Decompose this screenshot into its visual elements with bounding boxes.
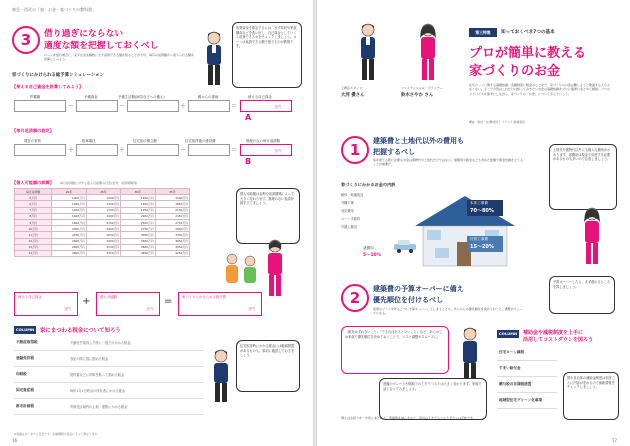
- car-icon: [393, 238, 417, 257]
- table-cell: 2200万円: [52, 232, 86, 238]
- section-number-3: 3: [12, 26, 40, 54]
- feature-credit: 構成・取材・文/樫村悦子 イラスト/高橋美香: [469, 120, 525, 124]
- table-cell: 1200万円: [52, 201, 86, 207]
- table-cell: 3350万円: [155, 232, 189, 238]
- cost-note: ローン手数料: [341, 217, 361, 221]
- simulation-heading: 家づくりにかけられる総予算シミュレーション: [12, 73, 104, 78]
- tax-item-desc: 契約書などに印紙を貼って納める税金: [70, 373, 125, 377]
- formula-c-label: 家づくりにかけられる総予算: [182, 295, 227, 299]
- left-page: 東急・西武の「家・お金・家づくりの教科書」 3 借り過ぎにならない 適度な額を把握しておくべし ローンを組む場合に、まず生活を犠牲にせず返済できる額を知ることが大切。毎月の返済額から借りられる額を逆算してみよう。 所要資金を算定するには、まず年収や家族構成などを洗い出し、自己資金としていくら用意できるかをチェックしましょう。ローンは返済できる額で借りるのが鉄則です。 家づくりにかけられる総予算シミュレーション 【使える自己資金を計算してみよう】 貯蓄額 予備資金 予備生活費(病気などへの備え) 親からの援助 使える自己資金 － － ＋ ＝ 万円 A 【毎月返済額の設定】 現在の家賃 駐車場代 住宅用の積立額 住宅取得後の維持費 無理のない毎月返済額 ＋ ＋ － ＝ 万円 B 【借入可能額の試算】 毎月返済額に対する借入可能額の目安(金利・返済期間別) 毎月返済額 20年 25年 30年 35年 5万円 1000万円 1200万円 1400万円 1500万円 6万円 1200万円 1450万円 1650万円 1850万円 7万円 1400万円 1700万円 1950万円 2150万円 8万円 1600万円 1900万円 2200万円 2450万円 9万円 1800万円 2150万円 2500万円 2750万円 10万円 2000万円 2400万円 2750万円 3050万円 11万円 2200万円 2650万円 3050万円 3350万円 12万円 2400万円 2900万円 3300万円 3650万円 13万円 2600万円 3100万円 3600万円 3950万円 14万円 2800万円 3350万円 3850万円 4250万円 借入可能額は金利や返済期間によって大きく変わります。無理のない返済計画を立てましょう。 使える自己資金 万円 + 借入可能額 万円 = 家づくりにかけられる総予算 万円 COLUMN 家にまつわる税金について知ろう 不動産取得税 不動産を取得した時に一度だけかかる税金 登録免許税 登記の際に国に納める税金 印紙税 契約書などに印紙を貼って納める税金 固定資産税 毎年1月1日時点の所有者にかかる税金 都市計画税 市街化区域内の土地・建物にかかる税金 住宅取得時にかかる税金には軽減措置があるものも。事前に確認しておきましょう。 ※数値はあくまでも目安です。金融機関や商品によって異なります。 16: [0, 0, 313, 446]
- feature-title-line2: 家づくりのお金: [469, 64, 561, 79]
- step1-input-gift[interactable]: [188, 100, 230, 112]
- table-cell: 2600万円: [52, 244, 86, 250]
- tax-item-name: 登録免許税: [16, 356, 34, 360]
- step2-input-upkeep[interactable]: [188, 144, 230, 156]
- tax-item-desc: 毎年1月1日時点の所有者にかかる税金: [70, 389, 126, 393]
- section1-text: 家を建てる際に必要なお金は建物代や土地代だけではない。諸費用や税金なども含めた総額で資金計画を立てることが重要だ。: [373, 158, 524, 167]
- tax-item-desc: 不動産を取得した時に一度だけかかる税金: [70, 341, 131, 345]
- table-cell: 3950万円: [155, 244, 189, 250]
- tax-item-name: 不動産取得税: [16, 340, 38, 344]
- section1-title-line1: 建築費と土地代以外の費用も: [373, 137, 464, 145]
- table-cell: 2800万円: [52, 250, 86, 256]
- person-figure-icon: [198, 30, 230, 92]
- house-label-sub: 付帯工事費: [470, 237, 488, 241]
- divider: [497, 408, 557, 409]
- section-title-line1: 借り過ぎにならない: [44, 29, 124, 39]
- table-cell: 3100万円: [86, 244, 120, 250]
- column-tag-right: COLUMN: [498, 331, 518, 336]
- step1-input-living[interactable]: [127, 100, 179, 112]
- table-cell: 9万円: [15, 219, 52, 225]
- table-cell: 5万円: [15, 195, 52, 201]
- cost-note: 引越し費用: [341, 225, 357, 229]
- step2-input-rent[interactable]: [14, 144, 66, 156]
- section-intro: ローンを組む場合に、まず生活を犠牲にせず返済できる額を知ることが大切。毎月の返済額から借りられる額を逆算してみよう。: [44, 53, 194, 62]
- right-page: [317, 0, 630, 446]
- section-title-line2: 適度な額を把握しておくべし: [44, 41, 159, 51]
- table-cell: 3600万円: [121, 244, 155, 250]
- step1-title: 【使える自己資金を計算してみよう】: [12, 84, 84, 89]
- column-title: 家にまつわる税金について知ろう: [40, 328, 121, 334]
- section2-bottom: 例えば水回りを一か所にまとめる、部屋数を減らすなど、設計の工夫でもコストダウンは可能です。: [341, 416, 476, 420]
- section2-title-line1: 建築費の予算オーバーに備え: [373, 285, 464, 293]
- step1-label-savings: 貯蓄額: [30, 95, 41, 99]
- tax-item-desc: 市街化区域内の土地・建物にかかる税金: [70, 405, 128, 409]
- plus-icon: +: [82, 296, 91, 307]
- column-tag: COLUMN: [15, 327, 35, 332]
- house-label-main-pct: 70～80%: [470, 208, 494, 214]
- table-cell: 8万円: [15, 213, 52, 219]
- feature-title-line1: プロが簡単に教える: [469, 46, 587, 61]
- section-number-1: 1: [341, 136, 369, 164]
- table-cell: 1650万円: [121, 201, 155, 207]
- tax-item-name: 都市計画税: [16, 404, 34, 408]
- divider: [14, 398, 204, 399]
- table-cell: 2150万円: [86, 219, 120, 225]
- table-cell: 1700万円: [86, 207, 120, 213]
- feature-kicker: 知っておくべき7つの基本: [501, 30, 555, 35]
- feature-lead: 住宅ローンに関する基礎知識、各種制度に税金のことまで、家づくりのお金は難しそうと敬遠する人も少なくない。そこで今回はこれだけは知っておきたいお金の基礎知識をプロに簡単にまとめて解説。プロのアドバイスを参考にしながら、家づくりの「お金」について学んでいこう。: [469, 83, 611, 96]
- column-right-title-line2: 活用してコストダウンを図ろう: [523, 337, 594, 343]
- column-right-title-line1: 補助金や減税制度を上手に: [523, 330, 584, 336]
- table-cell: 4250万円: [155, 250, 189, 256]
- step1-label-gift: 親からの援助: [198, 95, 219, 99]
- step1-label-usable: 使える自己資金: [248, 95, 272, 99]
- cost-heading: 家づくりにかかるお金の内訳: [341, 182, 396, 187]
- person1-role: 工務店スタッフ: [341, 86, 363, 90]
- table-cell: 2000万円: [52, 226, 86, 232]
- step2-title: 【毎月返済額の設定】: [12, 128, 54, 133]
- table-cell: 1000万円: [52, 195, 86, 201]
- cost-note: 外構工事: [341, 201, 354, 205]
- step2-result-box[interactable]: [240, 144, 292, 156]
- table-header-cell: 25年: [86, 189, 120, 195]
- table-cell: 2900万円: [86, 238, 120, 244]
- table-header-cell: 毎月返済額: [15, 189, 52, 195]
- person-figure-icon: [415, 22, 441, 86]
- formula-a-label: 使える自己資金: [18, 295, 42, 299]
- section2-bubble1: 予算オーバーしたら、まず削れるところを探しましょう。: [549, 276, 615, 314]
- section2-bubble2: 設備のグレードや間取りの工夫でコストは大きく変わります。家族で話し合ってみましょう。: [379, 378, 487, 420]
- step2-label-saving: 住宅用の積立額: [133, 139, 157, 143]
- step2-unit: 万円: [274, 149, 281, 153]
- step2-input-parking[interactable]: [76, 144, 118, 156]
- column-right-item: すまい給付金: [499, 366, 521, 370]
- table-cell: 2500万円: [121, 219, 155, 225]
- footnote: ※数値はあくまでも目安です。金融機関や商品によって異なります。: [14, 432, 100, 436]
- step1-label-living: 予備生活費(病気などへの備え): [118, 95, 165, 99]
- table-cell: 6万円: [15, 201, 52, 207]
- section2-title-line2: 優先順位を付けるべし: [373, 296, 443, 304]
- feature-badge: 第三特集: [469, 28, 497, 37]
- house-label-misc-pct: 5～10%: [363, 253, 381, 258]
- table-cell: 2400万円: [86, 226, 120, 232]
- table-cell: 1200万円: [86, 195, 120, 201]
- table-cell: 2750万円: [121, 226, 155, 232]
- advice-bubble: 所要資金を算定するには、まず年収や家族構成などを洗い出し、自己資金としていくら用意できるかをチェックしましょう。ローンは返済できる額で借りるのが鉄則です。: [232, 22, 302, 88]
- table-cell: 1400万円: [121, 195, 155, 201]
- step1-result-box[interactable]: [240, 100, 292, 112]
- step2-label-rent: 現在の家賃: [24, 139, 41, 143]
- person-figure-icon: [262, 238, 288, 302]
- table-cell: 7万円: [15, 207, 52, 213]
- divider: [14, 350, 204, 351]
- person-figure-icon: [208, 348, 234, 408]
- tax-item-desc: 登記の際に国に納める税金: [70, 357, 109, 361]
- person2-role: ファイナンシャル・プランナー: [401, 86, 443, 90]
- table-cell: 1400万円: [52, 207, 86, 213]
- table-cell: 10万円: [15, 226, 52, 232]
- section1-bubble: 土地代や建物代以外にも様々な費用がかかります。諸費用は現金で用意する必要があるものも多いので注意しましょう。: [549, 144, 617, 210]
- step2-label-parking: 駐車場代: [82, 139, 96, 143]
- step2-label-monthly: 無理のない毎月返済額: [246, 139, 280, 143]
- table-cell: 3350万円: [86, 250, 120, 256]
- table-cell: 12万円: [15, 238, 52, 244]
- house-label-sub-pct: 15～20%: [470, 244, 494, 250]
- table-cell: 2750万円: [155, 219, 189, 225]
- cost-note: 解体・地盤改良: [341, 193, 364, 197]
- table-cell: 2400万円: [52, 238, 86, 244]
- table-cell: 3850万円: [121, 250, 155, 256]
- divider: [497, 360, 557, 361]
- table-cell: 1500万円: [155, 195, 189, 201]
- step2-result-letter: B: [245, 157, 252, 166]
- table-cell: 1850万円: [155, 201, 189, 207]
- column-bubble: 住宅取得時にかかる税金には軽減措置があるものも。事前に確認しておきましょう。: [236, 340, 300, 392]
- step2-input-saving[interactable]: [127, 144, 179, 156]
- divider: [14, 366, 204, 367]
- person-figure-icon: [220, 250, 260, 294]
- page-number-left: 16: [12, 438, 18, 443]
- formula-a-unit: 万円: [64, 307, 71, 311]
- table-cell: 2450万円: [155, 213, 189, 219]
- table-cell: 1450万円: [86, 201, 120, 207]
- house-illustration-icon: [405, 186, 525, 274]
- column-right-item: 地域型住宅グリーン化事業: [499, 398, 543, 402]
- person1-name: 大河 優さん: [341, 93, 365, 98]
- section2-text: 希望のプランを作るとつい予算オーバーしてしまうことも。あらかじめ優先順位を決めておくと、調整がスムーズになる。: [373, 307, 523, 316]
- divider: [497, 392, 557, 393]
- loan-table: [14, 188, 190, 257]
- table-header-cell: 20年: [52, 189, 86, 195]
- formula-b-unit: 万円: [146, 307, 153, 311]
- divider: [14, 382, 204, 383]
- house-label-misc: 諸費用: [363, 246, 374, 250]
- step1-input-reserve[interactable]: [76, 100, 118, 112]
- section-number-2: 2: [341, 284, 369, 312]
- equals-icon: =: [164, 296, 173, 307]
- table-cell: 2200万円: [121, 213, 155, 219]
- table-cell: 2650万円: [86, 232, 120, 238]
- step1-input-savings[interactable]: [14, 100, 66, 112]
- table-header-cell: 30年: [121, 189, 155, 195]
- person2-name: 鈴木さやか さん: [401, 93, 434, 98]
- table-cell: 3300万円: [121, 238, 155, 244]
- table-cell: 1600万円: [52, 213, 86, 219]
- step2-label-upkeep: 住宅取得後の維持費: [185, 139, 216, 143]
- step1-label-reserve: 予備資金: [84, 95, 98, 99]
- table-cell: 1800万円: [52, 219, 86, 225]
- step1-unit: 万円: [274, 105, 281, 109]
- divider: [497, 376, 557, 377]
- table-row: [15, 250, 190, 256]
- tax-item-name: 固定資産税: [16, 388, 34, 392]
- person-figure-icon: [579, 206, 605, 270]
- column-right-item: 住宅ローン減税: [499, 350, 525, 354]
- formula-b-label: 借入可能額: [100, 295, 117, 299]
- table-cell: 2150万円: [155, 207, 189, 213]
- cost-note: 登記費用: [341, 209, 354, 213]
- person-figure-icon: [355, 22, 381, 86]
- table-cell: 1950万円: [121, 207, 155, 213]
- formula-c-unit: 万円: [248, 307, 255, 311]
- table-cell: 3650万円: [155, 238, 189, 244]
- page-number-right: 17: [612, 438, 618, 443]
- house-label-main: 本体工事費: [470, 201, 488, 205]
- table-cell: 14万円: [15, 250, 52, 256]
- column-right-item: 贈与税の非課税措置: [499, 382, 532, 386]
- table-cell: 3050万円: [121, 232, 155, 238]
- table-cell: 3050万円: [155, 226, 189, 232]
- column-right-bubble: 国や自治体の補助金制度は年度ごとに内容が変わるので最新情報をチェックしましょう。: [563, 372, 619, 420]
- table-side-bubble: 借入可能額は金利や返済期間によって大きく変わります。無理のない返済計画を立てましょう。: [236, 188, 300, 244]
- section1-title-line2: 把握するべし: [373, 148, 415, 156]
- table-cell: 1900万円: [86, 213, 120, 219]
- table-cell: 13万円: [15, 244, 52, 250]
- table-title: 【借入可能額の試算】: [12, 180, 54, 185]
- table-header-cell: 35年: [155, 189, 189, 195]
- divider: [14, 414, 204, 415]
- tax-item-name: 印紙税: [16, 372, 27, 376]
- step1-result-letter: A: [245, 113, 252, 122]
- section2-quote: 「絶対ゆずれないこと」「できればあるといいこと」など、あらかじめ家族で優先順位を決めておくことで、コスト調整がスムーズに。: [341, 326, 449, 374]
- breadcrumb: 東急・西武の「家・お金・家づくりの教科書」: [12, 7, 96, 12]
- table-note: 毎月返済額に対する借入可能額の目安(金利・返済期間別): [60, 181, 138, 185]
- table-cell: 11万円: [15, 232, 52, 238]
